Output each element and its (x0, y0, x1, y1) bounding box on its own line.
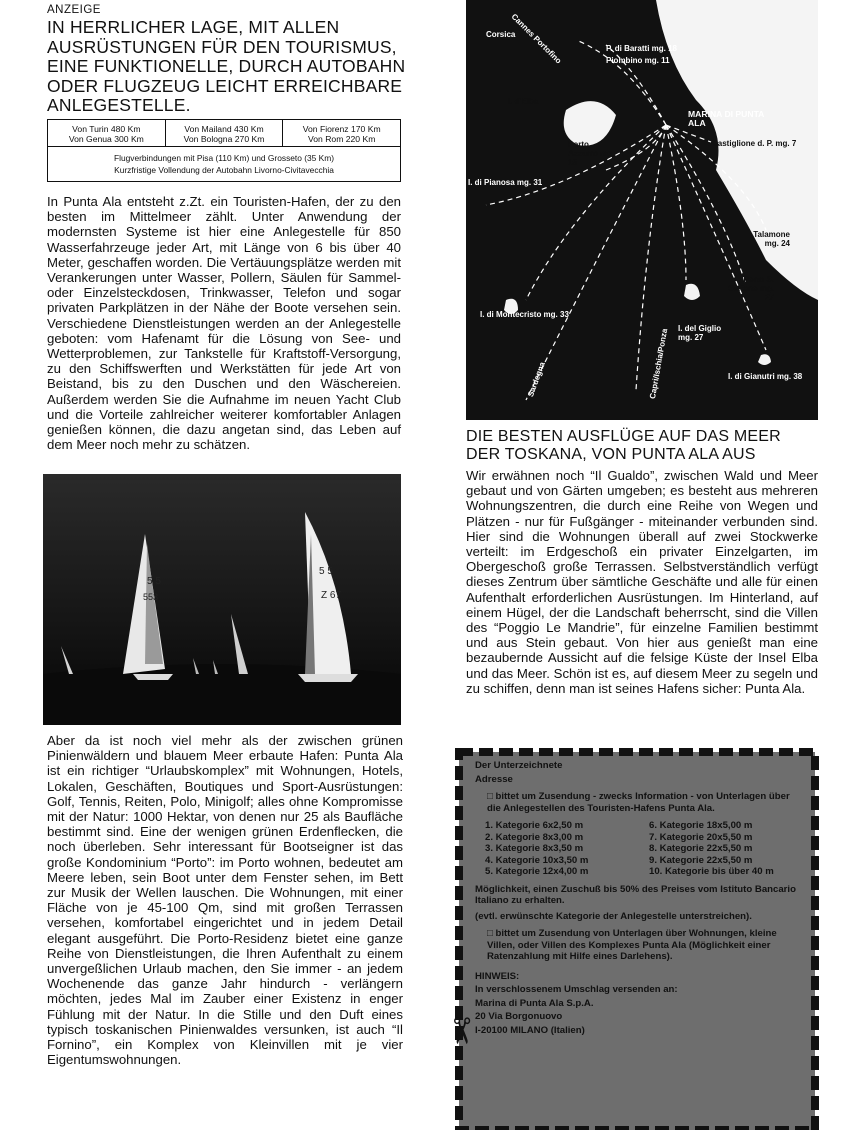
map-label: I. del Giglio mg. 27 (678, 324, 722, 342)
subsidy-note: Möglichkeit, einen Zuschuß bis 50% des Preises vom Istituto Bancario Italiano zu erhalten. (475, 883, 796, 906)
map-label: I. d'Elba (508, 97, 539, 106)
flight-note: Flugverbindungen mit Pisa (110 Km) und Grosseto (35 Km) (113, 153, 335, 163)
category-list (485, 820, 805, 878)
map-label: Porto Azzurro mg. 15 (568, 140, 615, 167)
map-label: Talamone mg. 24 (753, 230, 790, 248)
map-label: Piombino mg. 11 (606, 56, 670, 65)
category-item[interactable]: 2. Kategorie 8x3,00 m (485, 831, 584, 843)
map-label: I. di Pianosa mg. 31 (468, 178, 543, 187)
highway-note: Kurzfristige Vollendung der Autobahn Livorno-Civitavecchia (114, 165, 334, 175)
hint-line: Marina di Punta Ala S.p.A. (475, 997, 594, 1009)
sailboats-illustration (43, 474, 401, 725)
distance-table (47, 119, 401, 182)
distance-text: Von Bologna 270 Km (183, 134, 265, 144)
map-label: Porto S. Stefano mg. 27 (728, 275, 774, 302)
category-item[interactable]: 7. Kategorie 20x5,50 m (649, 831, 753, 843)
distance-text: Von Turin 480 Km (72, 124, 141, 134)
distance-text: Von Fiorenz 170 Km (302, 124, 381, 134)
coupon-address: Adresse (475, 773, 513, 785)
category-item[interactable]: 10. Kategorie bis über 40 m (649, 866, 774, 877)
map-label: Castiglione d. P. mg. 7 (712, 139, 797, 148)
scissors-icon: ✂ (441, 1015, 483, 1047)
distance-cell (166, 120, 284, 146)
distance-text: Von Genua 300 Km (68, 134, 144, 144)
svg-text:553: 553 (143, 592, 159, 602)
distance-cell (48, 120, 166, 146)
hint-line: 20 Via Borgonuovo (475, 1011, 563, 1022)
category-item[interactable]: 9. Kategorie 22x5,50 m (649, 854, 753, 866)
category-item[interactable]: 6. Kategorie 18x5,00 m (649, 820, 753, 831)
map-label: Cannes Portofino (509, 12, 564, 66)
section-heading: DIE BESTEN AUSFLÜGE AUF DAS MEER DER TOSKANA, VON PUNTA ALA AUS (466, 428, 781, 463)
map-label: I. di Montecristo mg. 33 (480, 310, 569, 319)
underline-note: (evtl. erwünschte Kategorie der Anlegestelle unterstreichen). (475, 910, 752, 922)
gualdo-paragraph: Wir erwähnen noch “Il Gualdo”, zwischen Wald und Meer gebaut und von Gärten umgeben; es besteht aus mehreren Wohnungszentren, die durch eine Reihe von Wegen und Plätzen - nur für Fußgänger - miteinander verbunden sind. Hier sind die Wohnungen überall auf zwei Stockwerke verteilt: im Erdgeschoß ein privater Einzelgarten, im Obergeschoß große Terrassen. Selbstverständlich verfügt dieses Zentrum über sämtliche Geschäfte und alle für einen Aufenthalt erforderlichen Ausrüstungen. Im Hinterland, auf einem Hügel, der die Landschaft beherrscht, sind die Villen des “Poggio Le Mandrie”, für einzelne Familien bestimmt und aus Stein gebaut. Von hier aus genießt man eine bezaubernde Aussicht auf die felsige Küste der Insel Elba und das Meer. Schön ist es, auf diesem Meer zu segeln und zu schiffen, denn man ist seines Hafens sicher: Punta Ala. (466, 468, 818, 696)
distance-text: Von Rom 220 Km (308, 134, 376, 144)
checkbox-berths[interactable]: □ bittet um Zusendung - zwecks Information - von Unterlagen über die Anlegestellen des Touristen-Hafens Punta Ala. (487, 791, 790, 814)
category-item[interactable]: 1. Kategorie 6x2,50 m (485, 820, 584, 831)
map-label: Capri/Ischia/Ponza (648, 327, 670, 400)
category-item[interactable]: 8. Kategorie 22x5,50 m (649, 843, 753, 854)
map-label: I. di Gianutri mg. 38 (728, 372, 803, 381)
category-item[interactable]: 4. Kategorie 10x3,50 m (485, 854, 589, 866)
map-label: MARINA DI PUNTA ALA (688, 109, 765, 128)
category-item[interactable]: 3. Kategorie 8x3,50 m (485, 843, 584, 854)
svg-text:Z 67: Z 67 (321, 590, 342, 601)
headline: IN HERRLICHER LAGE, MIT ALLEN AUSRÜSTUNGEN FÜR DEN TOURISMUS, EINE FUNKTIONELLE, DURCH AUTOBAHN ODER FLUGZEUG LEICHT ERREICHBARE ANLEGESTELLE. (47, 17, 406, 116)
checkbox-villas[interactable]: □ bittet um Zusendung von Unterlagen über Wohnungen, kleine Villen, oder Villen des Komplexes Punta Ala (Möglichkeit einer Ratenzahlung mit Hilfe eines Darlehens). (487, 928, 777, 962)
category-item[interactable]: 5. Kategorie 12x4,00 m (485, 866, 589, 877)
map-label: Sardegna (526, 360, 547, 399)
distance-cell (283, 120, 400, 146)
svg-text:5 5: 5 5 (147, 576, 161, 587)
hint-line: In verschlossenem Umschlag versenden an: (475, 984, 678, 995)
ad-kicker: ANZEIGE (47, 4, 101, 16)
hint-title: HINWEIS: (475, 970, 520, 982)
hint-line: I-20100 MILANO (Italien) (475, 1024, 585, 1036)
resort-paragraph: Aber da ist noch viel mehr als der zwischen grünen Pinienwäldern und blauem Meer erbaute Hafen: Punta Ala ist ein richtiger “Urlaubskomplex” mit Wohnungen, Hotels, Lokalen, Geschäften, Boutiques und Sport-Ausrüstungen: Golf, Tennis, Reiten, Polo, Minigolf; alles ohne Kompromisse mit der Natur: 1000 Hektar, von denen nur 25 als Baufläche bestimmt sind. Eine der wenigen grünen Erdenflecken, die noch überleben. Sehr interessant für Bootseigner ist das große Kondominium “Porto”: im Porto wohnen, bedeutet am Meere leben, sein Boot unter dem Fenster sehen, im Bett zur Musik der Wellen lauschen. Die Wohnungen, mit einer Fläche von je 45-100 Qm, sind mit großen Terrassen versehen, komfortabel eingerichtet und in jedem Detail elegant ausgeführt. Die Porto-Residenz bietet eine ganze Reihe von Dienstleistungen, die Ihren Aufenthalt zu einem unvergeßlichen Urlaub machen, den Sie immer - an jedem Wochenende das ganze Jahr hindurch - verlängern möchten, jedes Mal im Zauber einer Existenz in enger Fühlung mit der Natur. In die Stille und den Duft eines typisch toskanischen Pinienwaldes versunken, ist auch “Il Fornino”, ein Komplex von Kleinvillen mit je vier Eigentumswohnungen. (47, 733, 403, 1068)
intro-paragraph: In Punta Ala entsteht z.Zt. ein Touristen-Hafen, der zu den besten im Mittelmeer zählt. Unter Anwendung der modernsten Systeme ist hier eine Anlegestelle für 850 Wasserfahrzeuge jeder Art, mit Länge von 6 bis über 40 Meter, geschaffen worden. Die Vertäuungsplätze werden mit Verankerungen unter Wasser, Pollern, Säulen für Sammel- oder Einzelsteckdosen, Trinkwasser, Telefon und sogar privaten Parkplätzen in der Nähe der Boote versehen sein. Verschiedene Dienstleistungen werden an der Anlegestelle geboten: vom Hafenamt für die Lösung von See- und Wetterproblemen, zur Tankstelle für Kraftstoff-Versorgung, zu den Schiffswerften und Werkstätten für jede Art von Beistand, bis zu den Duschen und den Wäschereien. Außerdem werden Sie die Aufnahme im neuen Yacht Club und die Vorteile zahlreicher weiterer komfortabler Anlagen genießen können, die dazu angetan sind, das Leben auf dem Meer noch mehr zu schätzen. (47, 194, 401, 453)
coupon-body (475, 760, 805, 1038)
order-coupon[interactable] (453, 744, 821, 1130)
distance-text: Von Mailand 430 Km (184, 124, 264, 134)
map-label: Corsica (486, 30, 516, 39)
svg-text:5 5: 5 5 (319, 566, 333, 577)
map-label: P. di Baratti mg. 18 (606, 44, 677, 53)
distance-footer (48, 147, 400, 175)
sailboats-photo (43, 474, 401, 725)
coupon-signer: Der Unterzeichnete (475, 760, 563, 771)
excursion-map (466, 0, 818, 420)
